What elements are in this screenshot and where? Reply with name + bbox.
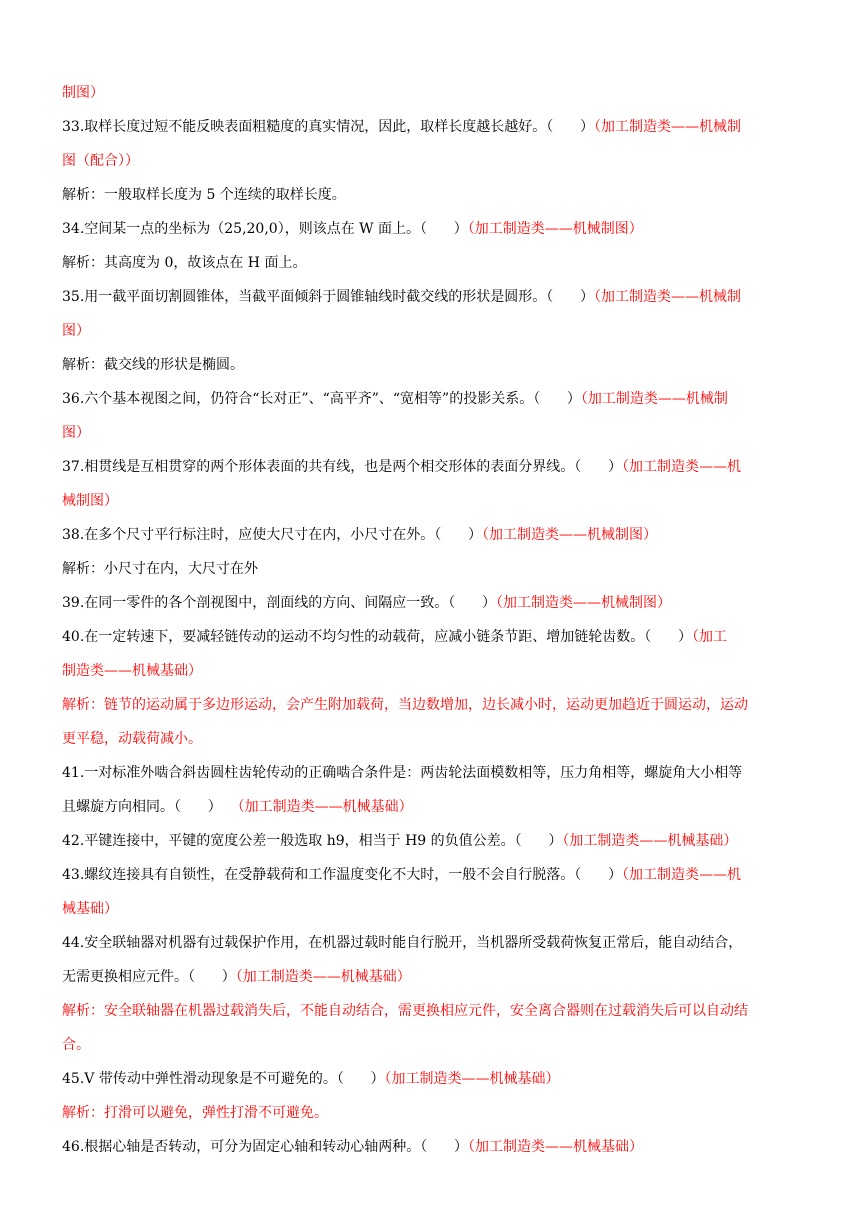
text-line	[62, 280, 802, 314]
text-line	[62, 1028, 802, 1062]
text-line	[62, 144, 802, 178]
category-tag-text: 制造类——机械基础）	[62, 663, 202, 679]
body-text: 34.空间某一点的坐标为（25,20,0），则该点在 W 面上。（ ）	[62, 221, 468, 237]
text-line	[62, 178, 802, 212]
text-line	[62, 518, 802, 552]
category-tag-text: （加工制造类——机械制	[593, 289, 741, 305]
document-page	[62, 76, 802, 1164]
category-tag-text: （加工制造类——机械制	[593, 119, 741, 135]
category-tag-text: （加工制造类——机	[621, 459, 741, 475]
category-tag-text: （加工制造类——机械基础）	[384, 1071, 560, 1087]
category-tag-text: （加工制造类——机械制图）	[481, 527, 657, 543]
text-line	[62, 926, 802, 960]
body-text: 37.相贯线是互相贯穿的两个形体表面的共有线，也是两个相交形体的表面分界线。（ ）	[62, 459, 622, 475]
category-tag-text: 合。	[62, 1037, 90, 1053]
category-tag-text: 更平稳，动载荷减小。	[62, 731, 202, 747]
category-tag-text: （加工制造类——机械基础）	[562, 833, 738, 849]
text-line	[62, 110, 802, 144]
text-line	[62, 892, 802, 926]
text-line	[62, 1062, 802, 1096]
text-line	[62, 1096, 802, 1130]
body-text: 解析：截交线的形状是椭圆。	[62, 357, 244, 373]
text-line	[62, 76, 802, 110]
body-text: 38.在多个尺寸平行标注时，应使大尺寸在内，小尺寸在外。（ ）	[62, 527, 482, 543]
text-line	[62, 994, 802, 1028]
text-line	[62, 620, 802, 654]
text-line	[62, 858, 802, 892]
body-text: 33.取样长度过短不能反映表面粗糙度的真实情况，因此，取样长度越长越好。（ ）	[62, 119, 594, 135]
category-tag-text: （加工制造类——机械制图）	[467, 221, 643, 237]
text-line	[62, 756, 802, 790]
category-tag-text: 图）	[62, 425, 90, 441]
text-line	[62, 960, 802, 994]
text-line	[62, 722, 802, 756]
text-line	[62, 314, 802, 348]
category-tag-text: 解析：安全联轴器在机器过载消失后，不能自动结合，需更换相应元件，安全离合器则在过载消失后可以自动结	[62, 1003, 748, 1019]
text-line	[62, 416, 802, 450]
category-tag-text: （加工制造类——机械制图）	[495, 595, 671, 611]
category-tag-text: （加工制造类——机	[621, 867, 741, 883]
category-tag-text: 制图）	[62, 85, 104, 101]
category-tag-text: （加工制造类——机械基础）	[235, 969, 411, 985]
text-line	[62, 450, 802, 484]
category-tag-text: 图（配合））	[62, 153, 139, 169]
category-tag-text: （加工制造类——机械基础）	[221, 799, 413, 815]
text-line	[62, 654, 802, 688]
body-text: 41.一对标准外啮合斜齿圆柱齿轮传动的正确啮合条件是：两齿轮法面模数相等，压力角相等，螺旋角大小相等	[62, 765, 743, 781]
body-text: 36.六个基本视图之间，仍符合“长对正”、“高平齐”、“宽相等”的投影关系。（ ）	[62, 391, 581, 407]
text-line	[62, 212, 802, 246]
body-text: 解析：其高度为 0，故该点在 H 面上。	[62, 255, 307, 271]
text-line	[62, 382, 802, 416]
text-line	[62, 246, 802, 280]
text-line	[62, 484, 802, 518]
body-text: 39.在同一零件的各个剖视图中，剖面线的方向、间隔应一致。（ ）	[62, 595, 496, 611]
category-tag-text: 解析：打滑可以避免，弹性打滑不可避免。	[62, 1105, 328, 1121]
category-tag-text: 解析：链节的运动属于多边形运动，会产生附加载荷，当边数增加，边长减小时，运动更加趋近于圆运动，运动	[62, 697, 748, 713]
body-text: 46.根据心轴是否转动，可分为固定心轴和转动心轴两种。（ ）	[62, 1139, 468, 1155]
text-line	[62, 790, 802, 824]
body-text: 无需更换相应元件。（ ）	[62, 969, 236, 985]
body-text: 且螺旋方向相同。（ ）	[62, 799, 222, 815]
category-tag-text: 械制图）	[62, 493, 118, 509]
text-line	[62, 348, 802, 382]
body-text: 40.在一定转速下，要减轻链传动的运动不均匀性的动载荷，应减小链条节距、增加链轮齿数。（ ）	[62, 629, 692, 645]
text-line	[62, 824, 802, 858]
category-tag-text: （加工制造类——机械制	[580, 391, 728, 407]
category-tag-text: 械基础）	[62, 901, 118, 917]
body-text: 44.安全联轴器对机器有过载保护作用，在机器过载时能自行脱开，当机器所受载荷恢复正常后，能自动结合，	[62, 935, 743, 951]
category-tag-text: （加工	[691, 629, 727, 645]
text-line	[62, 1130, 802, 1164]
text-line	[62, 688, 802, 722]
text-line	[62, 586, 802, 620]
body-text: 45.V 带传动中弹性滑动现象是不可避免的。（ ）	[62, 1071, 385, 1087]
body-text: 35.用一截平面切割圆锥体，当截平面倾斜于圆锥轴线时截交线的形状是圆形。（ ）	[62, 289, 594, 305]
body-text: 42.平键连接中，平键的宽度公差一般选取 h9，相当于 H9 的负值公差。（ ）	[62, 833, 563, 849]
text-line	[62, 552, 802, 586]
body-text: 43.螺纹连接具有自锁性，在受静载荷和工作温度变化不大时，一般不会自行脱落。（ ）	[62, 867, 622, 883]
category-tag-text: （加工制造类——机械基础）	[467, 1139, 643, 1155]
body-text: 解析：一般取样长度为 5 个连续的取样长度。	[62, 187, 346, 203]
body-text: 解析：小尺寸在内，大尺寸在外	[62, 561, 258, 577]
category-tag-text: 图）	[62, 323, 90, 339]
